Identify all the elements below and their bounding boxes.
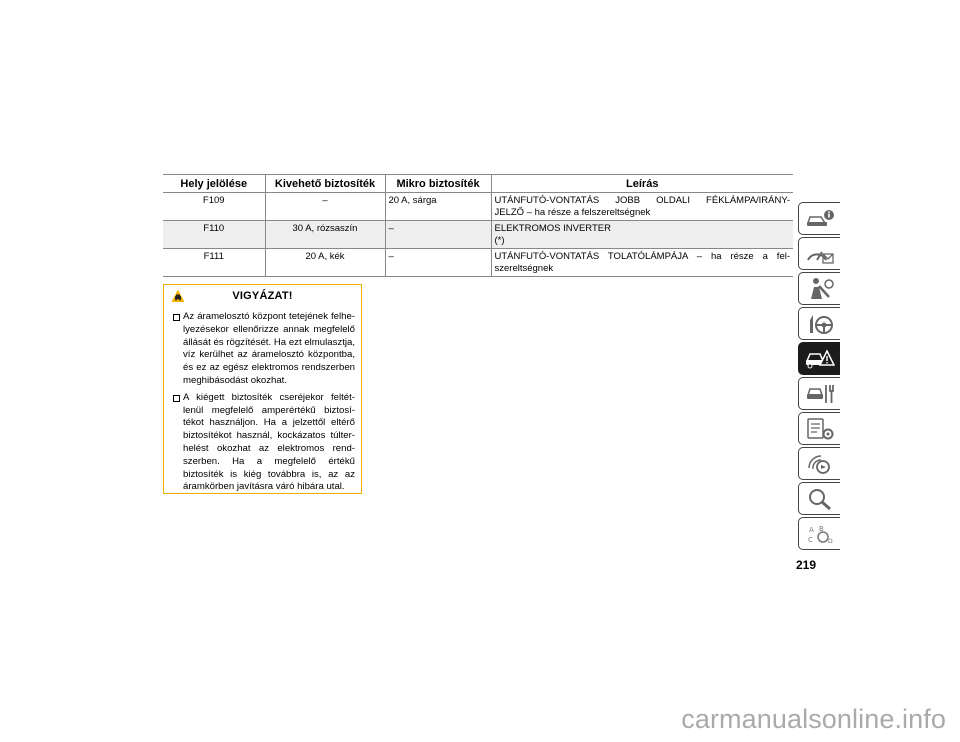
table-row <box>163 193 793 221</box>
multimedia-icon <box>805 452 835 476</box>
header-removable-fuse: Kivehető biztosíték <box>265 175 385 193</box>
tab-car-info[interactable] <box>798 202 840 235</box>
cell-removable: 30 A, rózsaszín <box>265 221 385 249</box>
warning-title: VIGYÁZAT! <box>232 290 293 302</box>
table-header-row <box>163 175 793 193</box>
tab-index-search[interactable] <box>798 482 840 515</box>
tab-specifications[interactable] <box>798 412 840 445</box>
svg-text:C: C <box>808 536 813 544</box>
tab-dashboard-warnings[interactable] <box>798 237 840 270</box>
safety-person-icon <box>805 277 835 301</box>
square-bullet-icon <box>173 314 180 321</box>
description-line: JELZŐ – ha része a felszereltségnek <box>494 206 651 218</box>
dashboard-warning-icon <box>805 242 835 266</box>
roadside-emergency-icon <box>805 347 835 371</box>
cell-description <box>491 221 793 249</box>
warning-box <box>163 284 362 494</box>
description-line: UTÁNFUTÓ-VONTATÁS JOBB OLDALI FÉKLÁMPA/IRÁNY- <box>494 195 790 206</box>
description-line: UTÁNFUTÓ-VONTATÁS TOLATÓLÁMPÁJA – ha része a fel- <box>494 251 790 262</box>
cell-micro: 20 A, sárga <box>385 193 491 221</box>
tab-emergency[interactable] <box>798 342 840 375</box>
car-service-icon <box>805 382 835 406</box>
specifications-icon <box>805 417 835 441</box>
languages-icon <box>805 522 835 546</box>
warning-header <box>164 285 361 307</box>
cell-micro: – <box>385 249 491 277</box>
car-info-icon <box>805 207 835 231</box>
cell-location: F109 <box>163 193 265 221</box>
svg-text:A: A <box>809 526 814 534</box>
fuse-table <box>163 174 793 277</box>
description-line: (*) <box>494 234 505 246</box>
cell-removable: 20 A, kék <box>265 249 385 277</box>
cell-micro: – <box>385 221 491 249</box>
header-description: Leírás <box>491 175 793 193</box>
tab-servicing[interactable] <box>798 377 840 410</box>
cell-removable: – <box>265 193 385 221</box>
table-row <box>163 249 793 277</box>
tab-languages[interactable] <box>798 517 840 550</box>
cell-description <box>491 249 793 277</box>
tab-safety[interactable] <box>798 272 840 305</box>
square-bullet-icon <box>173 395 180 402</box>
description-line: szereltségnek <box>494 262 554 274</box>
table-row <box>163 221 793 249</box>
steering-wheel-icon <box>805 312 835 336</box>
tab-multimedia[interactable] <box>798 447 840 480</box>
svg-text:Ω: Ω <box>828 538 833 545</box>
warning-item-text: A kiégett biztosíték cseréjekor feltét-lenül megfelelő amperértékű biztosí-tékot használjon. Ha a jelzettől eltérő biztosítékot használ, kockázatos túlter-helést okozhat az elektromos rend-szerben. Ha a megfelelő értékű biztosíték is kiég továbbra is, az az áramkörben javításra váró hibára utal. <box>183 391 355 493</box>
warning-list <box>173 311 355 498</box>
cell-location: F111 <box>163 249 265 277</box>
warning-item <box>173 392 355 494</box>
svg-text:B: B <box>819 525 824 533</box>
warning-item-text: Az áramelosztó központ tetejének felhe-lyezésekor ellenőrizze annak megfelelő állását és rögzítését. Ha ezt elmulasztja, víz kerülhet az áramelosztó központba, és ez az egész elektromos rendszerben meghibásodást okozhat. <box>183 311 355 386</box>
header-location: Hely jelölése <box>163 175 265 193</box>
page-number: 219 <box>796 558 817 572</box>
cell-description <box>491 193 793 221</box>
watermark[interactable]: carmanualsonline.info <box>681 704 946 734</box>
header-micro-fuse: Mikro biztosíték <box>385 175 491 193</box>
cell-location: F110 <box>163 221 265 249</box>
warning-item <box>173 311 355 388</box>
description-line: ELEKTROMOS INVERTER <box>494 223 611 234</box>
tab-driving[interactable] <box>798 307 840 340</box>
search-index-icon <box>805 487 835 511</box>
